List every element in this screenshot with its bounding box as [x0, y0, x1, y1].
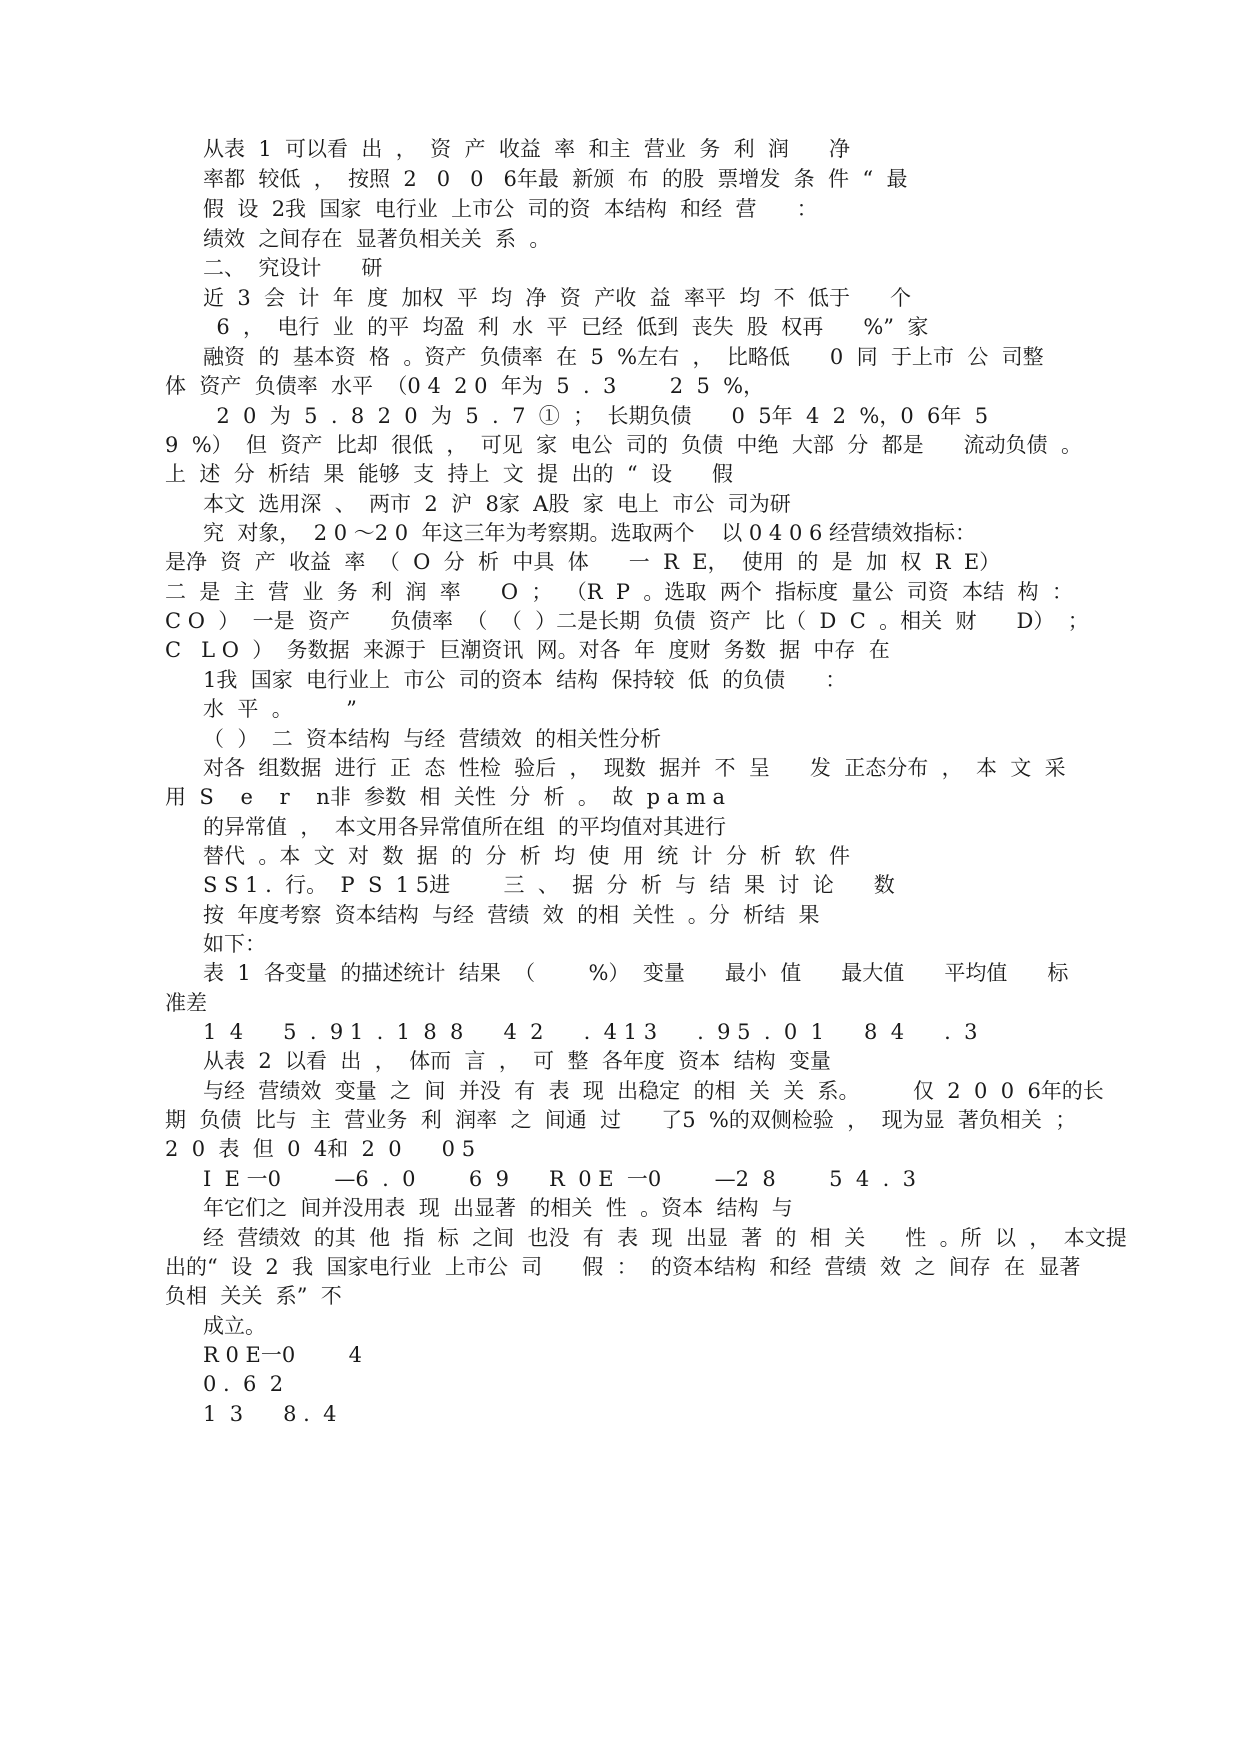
text-line: 融资 的 基本资 格 。资产 负债率 在 5 %左右 ， 比略低 0 同 于上市 公 司整 — [203, 345, 1044, 369]
text-line: 9 %） 但 资产 比却 很低 ， 可见 家 电公 司的 负债 中绝 大部 分 都是 流动负债 。 — [165, 433, 1082, 457]
text-line: 近 3 会 计 年 度 加权 平 均 净 资 产收 益 率平 均 不 低于 个 — [203, 286, 912, 310]
text-line: （ ） 二 资本结构 与经 营绩效 的相关性分析 — [203, 727, 662, 751]
text-line: 1我 国家 电行业上 市公 司的资本 结构 保持较 低 的负债 ： — [203, 668, 847, 692]
text-line: 究 对象， 2 0 ～2 0 年这三年为考察期。选取两个 以 0 4 0 6 经营绩效指标： — [203, 521, 977, 545]
text-line: 与经 营绩效 变量 之 间 并没 有 表 现 出稳定 的相 关 关 系。 仅 2 0 0 6年的长 — [203, 1079, 1104, 1103]
text-line: 二、 究设计 研 — [203, 256, 383, 280]
text-line: 率都 较低 ， 按照 2 0 0 6年最 新颁 布 的股 票增发 条 件 “ 最 — [203, 167, 908, 191]
text-line: I E 一0 —6 . 0 6 9 R 0 E 一0 —2 8 5 4 . 3 — [203, 1167, 916, 1191]
text-line: 1 3 8 . 4 — [203, 1402, 337, 1426]
text-line: 如下： — [203, 932, 266, 956]
text-line: 出的“ 设 2 我 国家电行业 上市公 司 假 ： 的资本结构 和经 营绩 效 之 间存 在 显著 — [165, 1255, 1081, 1279]
text-line: 本文 选用深 、 两市 2 沪 8家 A股 家 电上 市公 司为研 — [203, 492, 791, 516]
text-line: 体 资产 负债率 水平 （0 4 2 0 年为 5 . 3 2 5 %， — [165, 374, 765, 398]
text-line: 从表 2 以看 出 ， 体而 言 ， 可 整 各年度 资本 结构 变量 — [203, 1049, 831, 1073]
text-line: 对各 组数据 进行 正 态 性检 验后 ， 现数 据并 不 呈 发 正态分布 ， 本 文 采 — [203, 756, 1066, 780]
text-line: 期 负债 比与 主 营业务 利 润率 之 间通 过 了5 %的双侧检验 ， 现为显 著负相关 ； — [165, 1108, 1077, 1132]
text-line: S S 1 . 行。 P S 1 5进 三 、 据 分 析 与 结 果 讨 论 数 — [203, 873, 895, 897]
text-line: 年它们之 间并没用表 现 出显著 的相关 性 。资本 结构 与 — [203, 1196, 793, 1220]
text-line: 二 是 主 营 业 务 利 润 率 O ； （R P 。选取 两个 指标度 量公 司资 本结 构 ： — [165, 580, 1073, 604]
text-line: 表 1 各变量 的描述统计 结果 （ %） 变量 最小 值 最大值 平均值 标 — [203, 961, 1069, 985]
text-line: 2 0 为 5 . 8 2 0 为 5 . 7 ① ； 长期负债 0 5年 4 2 %，0 6年 5 — [203, 404, 989, 428]
text-line: 0 . 6 2 — [203, 1372, 284, 1396]
text-line: 水 平 。 ” — [203, 697, 357, 721]
text-line: 是净 资 产 收益 率 （ O 分 析 中具 体 一 R E， 使用 的 是 加 权 R E） — [165, 550, 1001, 574]
text-line: 按 年度考察 资本结构 与经 营绩 效 的相 关性 。分 析结 果 — [203, 903, 820, 927]
text-line: C O ） 一是 资产 负债率 （ （ ）二是长期 负债 资产 比（ D C 。相关 财 D） ； — [165, 609, 1089, 633]
text-line: 用 S e r n非 参数 相 关性 分 析 。 故 p a m a — [165, 785, 726, 809]
text-line: 从表 1 可以看 出 ， 资 产 收益 率 和主 营业 务 利 润 净 — [203, 137, 850, 161]
text-line: 准差 — [165, 991, 207, 1015]
text-line: 6 ， 电行 业 的平 均盈 利 水 平 已经 低到 丧失 股 权再 %” 家 — [203, 315, 929, 339]
text-line: 2 0 表 但 0 4和 2 0 0 5 — [165, 1137, 476, 1161]
text-line: 替代 。本 文 对 数 据 的 分 析 均 使 用 统 计 分 析 软 件 — [203, 844, 850, 868]
text-line: 绩效 之间存在 显著负相关关 系 。 — [203, 227, 551, 251]
text-line: R 0 E一0 4 — [203, 1343, 362, 1367]
text-line: 经 营绩效 的其 他 指 标 之间 也没 有 表 现 出显 著 的 相 关 性 。所 以 ， 本文提 — [203, 1226, 1127, 1250]
text-line: 假 设 2我 国家 电行业 上市公 司的资 本结构 和经 营 ： — [203, 197, 818, 221]
text-line: C L O ） 务数据 来源于 巨潮资讯 网。对各 年 度财 务数 据 中存 在 — [165, 638, 890, 662]
text-line: 1 4 5 . 9 1 . 1 8 8 4 2 . 4 1 3 . 9 5 . 0 1 8 4 . 3 — [203, 1020, 978, 1044]
text-line: 成立。 — [203, 1314, 266, 1338]
text-line: 的异常值 ， 本文用各异常值所在组 的平均值对其进行 — [203, 815, 727, 839]
text-line: 上 述 分 析结 果 能够 支 持上 文 提 出的 “ 设 假 — [165, 462, 733, 486]
text-line: 负相 关关 系” 不 — [165, 1284, 342, 1308]
